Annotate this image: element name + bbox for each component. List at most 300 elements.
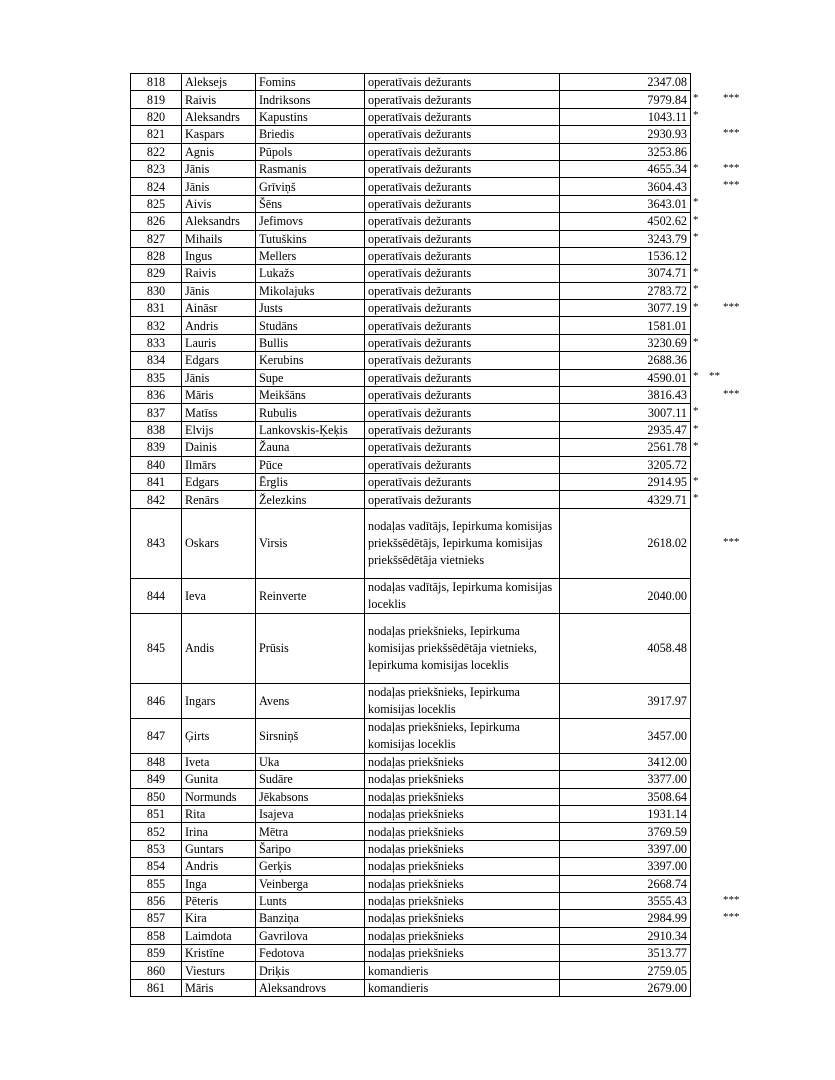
mark-row: [691, 857, 771, 874]
position-cell: operatīvais dežurants: [365, 473, 560, 490]
position-cell: operatīvais dežurants: [365, 247, 560, 264]
salary-cell: 3412.00: [560, 753, 691, 770]
position-cell: operatīvais dežurants: [365, 126, 560, 143]
salary-cell: 2783.72: [560, 282, 691, 299]
position-cell: operatīvais dežurants: [365, 91, 560, 108]
row-number-cell: 849: [131, 771, 182, 788]
first-name-cell: Oskars: [182, 508, 256, 578]
first-name-cell: Lauris: [182, 334, 256, 351]
salary-cell: 3508.64: [560, 788, 691, 805]
first-name-cell: Raivis: [182, 265, 256, 282]
last-name-cell: Indriksons: [256, 91, 365, 108]
row-number-cell: 845: [131, 613, 182, 683]
position-cell: operatīvais dežurants: [365, 369, 560, 386]
salary-cell: 4655.34: [560, 160, 691, 177]
position-cell: operatīvais dežurants: [365, 491, 560, 508]
table-row: [131, 771, 691, 788]
first-name-cell: Kristīne: [182, 945, 256, 962]
salary-cell: 2618.02: [560, 508, 691, 578]
row-number-cell: 823: [131, 160, 182, 177]
asterisk-mark: *: [693, 92, 699, 105]
last-name-cell: Grīviņš: [256, 178, 365, 195]
row-number-cell: 858: [131, 927, 182, 944]
row-number-cell: 851: [131, 805, 182, 822]
last-name-cell: Aleksandrovs: [256, 979, 365, 996]
table-row: [131, 421, 691, 438]
table-row: [131, 143, 691, 160]
multi-asterisk-mark: ***: [723, 161, 740, 174]
mark-row: [691, 753, 771, 770]
table-row: [131, 753, 691, 770]
table-row: [131, 317, 691, 334]
asterisk-mark: *: [693, 474, 699, 487]
position-cell: operatīvais dežurants: [365, 230, 560, 247]
last-name-cell: Šaripo: [256, 840, 365, 857]
asterisk-mark: *: [693, 231, 699, 244]
table-row: [131, 213, 691, 230]
asterisk-mark: *: [693, 492, 699, 505]
table-row: [131, 858, 691, 875]
mark-row: [691, 421, 771, 438]
last-name-cell: Lunts: [256, 892, 365, 909]
salary-cell: 3513.77: [560, 945, 691, 962]
last-name-cell: Virsis: [256, 508, 365, 578]
last-name-cell: Šēns: [256, 195, 365, 212]
position-cell: nodaļas priekšnieks: [365, 805, 560, 822]
table-row: [131, 282, 691, 299]
table-row: [131, 74, 691, 91]
salary-cell: 2688.36: [560, 352, 691, 369]
table-row: [131, 265, 691, 282]
last-name-cell: Pūce: [256, 456, 365, 473]
mark-row: [691, 403, 771, 420]
table-row: [131, 334, 691, 351]
first-name-cell: Ilmārs: [182, 456, 256, 473]
row-number-cell: 822: [131, 143, 182, 160]
asterisk-mark: *: [693, 335, 699, 348]
last-name-cell: Bullis: [256, 334, 365, 351]
asterisk-mark: *: [693, 196, 699, 209]
table-row: [131, 352, 691, 369]
last-name-cell: Fedotova: [256, 945, 365, 962]
position-cell: operatīvais dežurants: [365, 178, 560, 195]
row-number-cell: 855: [131, 875, 182, 892]
last-name-cell: Isajeva: [256, 805, 365, 822]
table-row: [131, 979, 691, 996]
row-number-cell: 825: [131, 195, 182, 212]
salary-cell: 3007.11: [560, 404, 691, 421]
mark-row: [691, 892, 771, 909]
position-cell: nodaļas priekšnieks, Iepirkuma komisijas priekšsēdētāja vietnieks, Iepirkuma komisijas loceklis: [365, 613, 560, 683]
last-name-cell: Pūpols: [256, 143, 365, 160]
row-number-cell: 848: [131, 753, 182, 770]
mark-row: [691, 108, 771, 125]
salary-cell: 3769.59: [560, 823, 691, 840]
position-cell: operatīvais dežurants: [365, 334, 560, 351]
salary-cell: 3643.01: [560, 195, 691, 212]
mark-row: [691, 369, 771, 386]
mark-row: [691, 718, 771, 753]
row-number-cell: 839: [131, 439, 182, 456]
salary-cell: 2984.99: [560, 910, 691, 927]
first-name-cell: Aināsr: [182, 300, 256, 317]
table-row: [131, 369, 691, 386]
first-name-cell: Edgars: [182, 473, 256, 490]
mark-row: [691, 316, 771, 333]
first-name-cell: Agnis: [182, 143, 256, 160]
mark-row: [691, 840, 771, 857]
table-row: [131, 195, 691, 212]
last-name-cell: Veinberga: [256, 875, 365, 892]
last-name-cell: Mētra: [256, 823, 365, 840]
last-name-cell: Jēkabsons: [256, 788, 365, 805]
row-number-cell: 859: [131, 945, 182, 962]
position-cell: komandieris: [365, 962, 560, 979]
table-row: [131, 491, 691, 508]
mark-row: [691, 473, 771, 490]
last-name-cell: Briedis: [256, 126, 365, 143]
mark-row: [691, 822, 771, 839]
multi-asterisk-mark: ***: [723, 535, 740, 548]
salary-cell: 2930.93: [560, 126, 691, 143]
last-name-cell: Supe: [256, 369, 365, 386]
asterisk-mark: *: [693, 439, 699, 452]
last-name-cell: Fomins: [256, 74, 365, 91]
table-row: [131, 473, 691, 490]
mark-row: [691, 961, 771, 978]
mark-row: [691, 247, 771, 264]
table-row: [131, 945, 691, 962]
row-number-cell: 842: [131, 491, 182, 508]
row-number-cell: 861: [131, 979, 182, 996]
salary-cell: 3253.86: [560, 143, 691, 160]
mark-row: [691, 282, 771, 299]
first-name-cell: Ingars: [182, 683, 256, 718]
salary-cell: 2561.78: [560, 439, 691, 456]
row-number-cell: 856: [131, 892, 182, 909]
mark-row: [691, 805, 771, 822]
row-number-cell: 819: [131, 91, 182, 108]
first-name-cell: Normunds: [182, 788, 256, 805]
row-number-cell: 846: [131, 683, 182, 718]
last-name-cell: Uka: [256, 753, 365, 770]
salary-cell: 3555.43: [560, 892, 691, 909]
salary-cell: 2668.74: [560, 875, 691, 892]
row-number-cell: 850: [131, 788, 182, 805]
table-row: [131, 247, 691, 264]
table-row: [131, 840, 691, 857]
salary-cell: 4058.48: [560, 613, 691, 683]
last-name-cell: Lankovskis-Ķeķis: [256, 421, 365, 438]
salary-cell: 4590.01: [560, 369, 691, 386]
last-name-cell: Železkins: [256, 491, 365, 508]
position-cell: operatīvais dežurants: [365, 387, 560, 404]
asterisk-mark: *: [693, 109, 699, 122]
last-name-cell: Lukažs: [256, 265, 365, 282]
table-row: [131, 439, 691, 456]
row-number-cell: 843: [131, 508, 182, 578]
asterisk-mark: *: [693, 300, 699, 313]
table-row: [131, 300, 691, 317]
first-name-cell: Jānis: [182, 369, 256, 386]
last-name-cell: Prūsis: [256, 613, 365, 683]
last-name-cell: Gavrilova: [256, 927, 365, 944]
last-name-cell: Avens: [256, 683, 365, 718]
salary-cell: 3077.19: [560, 300, 691, 317]
position-cell: operatīvais dežurants: [365, 160, 560, 177]
salary-cell: 3377.00: [560, 771, 691, 788]
position-cell: operatīvais dežurants: [365, 421, 560, 438]
last-name-cell: Žauna: [256, 439, 365, 456]
first-name-cell: Ieva: [182, 578, 256, 613]
last-name-cell: Sirsniņš: [256, 718, 365, 753]
table-row: [131, 230, 691, 247]
table-row: [131, 718, 691, 753]
mark-row: [691, 212, 771, 229]
mark-row: [691, 788, 771, 805]
position-cell: operatīvais dežurants: [365, 352, 560, 369]
row-number-cell: 818: [131, 74, 182, 91]
salary-cell: 2679.00: [560, 979, 691, 996]
first-name-cell: Pēteris: [182, 892, 256, 909]
multi-asterisk-mark: ***: [723, 387, 740, 400]
table-row: [131, 578, 691, 613]
last-name-cell: Mikolajuks: [256, 282, 365, 299]
row-number-cell: 834: [131, 352, 182, 369]
first-name-cell: Rita: [182, 805, 256, 822]
last-name-cell: Kapustins: [256, 108, 365, 125]
table-row: [131, 875, 691, 892]
row-number-cell: 840: [131, 456, 182, 473]
salary-cell: 2347.08: [560, 74, 691, 91]
first-name-cell: Māris: [182, 979, 256, 996]
row-number-cell: 828: [131, 247, 182, 264]
position-cell: operatīvais dežurants: [365, 439, 560, 456]
last-name-cell: Kerubins: [256, 352, 365, 369]
table-row: [131, 508, 691, 578]
mark-row: [691, 944, 771, 961]
mark-row: [691, 508, 771, 578]
row-number-cell: 853: [131, 840, 182, 857]
row-number-cell: 821: [131, 126, 182, 143]
mark-row: [691, 334, 771, 351]
first-name-cell: Aleksandrs: [182, 213, 256, 230]
asterisk-mark: *: [693, 370, 699, 383]
row-number-cell: 836: [131, 387, 182, 404]
position-cell: nodaļas vadītājs, Iepirkuma komisijas priekšsēdētājs, Iepirkuma komisijas priekšsēdētāja vietnieks: [365, 508, 560, 578]
salary-cell: 3917.97: [560, 683, 691, 718]
last-name-cell: Banziņa: [256, 910, 365, 927]
position-cell: nodaļas priekšnieks: [365, 910, 560, 927]
salary-cell: 3230.69: [560, 334, 691, 351]
position-cell: nodaļas vadītājs, Iepirkuma komisijas loceklis: [365, 578, 560, 613]
position-cell: nodaļas priekšnieks: [365, 788, 560, 805]
position-cell: nodaļas priekšnieks: [365, 875, 560, 892]
row-number-cell: 832: [131, 317, 182, 334]
row-number-cell: 847: [131, 718, 182, 753]
multi-asterisk-mark: ***: [723, 300, 740, 313]
table-row: [131, 613, 691, 683]
first-name-cell: Kira: [182, 910, 256, 927]
table-row: [131, 683, 691, 718]
salary-cell: 1536.12: [560, 247, 691, 264]
first-name-cell: Elvijs: [182, 421, 256, 438]
row-number-cell: 844: [131, 578, 182, 613]
first-name-cell: Irina: [182, 823, 256, 840]
position-cell: nodaļas priekšnieks: [365, 927, 560, 944]
table-row: [131, 456, 691, 473]
first-name-cell: Dainis: [182, 439, 256, 456]
position-cell: operatīvais dežurants: [365, 108, 560, 125]
footnote-marks: [691, 73, 771, 996]
salary-cell: 1043.11: [560, 108, 691, 125]
mark-row: [691, 438, 771, 455]
first-name-cell: Mihails: [182, 230, 256, 247]
mark-row: [691, 490, 771, 507]
position-cell: operatīvais dežurants: [365, 265, 560, 282]
first-name-cell: Matīss: [182, 404, 256, 421]
mark-row: [691, 770, 771, 787]
row-number-cell: 857: [131, 910, 182, 927]
mark-row: [691, 683, 771, 718]
row-number-cell: 831: [131, 300, 182, 317]
table-row: [131, 404, 691, 421]
mark-row: [691, 875, 771, 892]
asterisk-mark: *: [693, 265, 699, 278]
last-name-cell: Driķis: [256, 962, 365, 979]
last-name-cell: Sudāre: [256, 771, 365, 788]
salary-cell: 2040.00: [560, 578, 691, 613]
first-name-cell: Ģirts: [182, 718, 256, 753]
mark-row: [691, 264, 771, 281]
first-name-cell: Aleksandrs: [182, 108, 256, 125]
row-number-cell: 829: [131, 265, 182, 282]
first-name-cell: Edgars: [182, 352, 256, 369]
table-row: [131, 823, 691, 840]
salary-table-container: [130, 73, 691, 997]
mark-row: [691, 299, 771, 316]
mark-row: [691, 125, 771, 142]
position-cell: operatīvais dežurants: [365, 456, 560, 473]
row-number-cell: 824: [131, 178, 182, 195]
position-cell: operatīvais dežurants: [365, 195, 560, 212]
position-cell: nodaļas priekšnieks, Iepirkuma komisijas loceklis: [365, 683, 560, 718]
salary-cell: 7979.84: [560, 91, 691, 108]
position-cell: operatīvais dežurants: [365, 213, 560, 230]
multi-asterisk-mark: ***: [723, 910, 740, 923]
first-name-cell: Jānis: [182, 282, 256, 299]
last-name-cell: Reinverte: [256, 578, 365, 613]
salary-cell: 1581.01: [560, 317, 691, 334]
last-name-cell: Rubulis: [256, 404, 365, 421]
multi-asterisk-mark: **: [709, 370, 720, 383]
multi-asterisk-mark: ***: [723, 126, 740, 139]
mark-row: [691, 351, 771, 368]
position-cell: nodaļas priekšnieks: [365, 858, 560, 875]
first-name-cell: Renārs: [182, 491, 256, 508]
table-row: [131, 387, 691, 404]
asterisk-mark: *: [693, 405, 699, 418]
row-number-cell: 837: [131, 404, 182, 421]
table-row: [131, 126, 691, 143]
salary-cell: 3205.72: [560, 456, 691, 473]
position-cell: nodaļas priekšnieks: [365, 823, 560, 840]
first-name-cell: Andris: [182, 858, 256, 875]
row-number-cell: 833: [131, 334, 182, 351]
salary-cell: 3397.00: [560, 858, 691, 875]
mark-row: [691, 195, 771, 212]
salary-cell: 2914.95: [560, 473, 691, 490]
first-name-cell: Andris: [182, 317, 256, 334]
row-number-cell: 854: [131, 858, 182, 875]
last-name-cell: Studāns: [256, 317, 365, 334]
salary-cell: 3397.00: [560, 840, 691, 857]
mark-row: [691, 177, 771, 194]
first-name-cell: Jānis: [182, 178, 256, 195]
row-number-cell: 826: [131, 213, 182, 230]
last-name-cell: Justs: [256, 300, 365, 317]
mark-row: [691, 909, 771, 926]
position-cell: nodaļas priekšnieks: [365, 771, 560, 788]
position-cell: nodaļas priekšnieks: [365, 892, 560, 909]
row-number-cell: 830: [131, 282, 182, 299]
table-row: [131, 910, 691, 927]
table-row: [131, 962, 691, 979]
first-name-cell: Viesturs: [182, 962, 256, 979]
row-number-cell: 860: [131, 962, 182, 979]
table-row: [131, 108, 691, 125]
position-cell: operatīvais dežurants: [365, 143, 560, 160]
mark-row: [691, 456, 771, 473]
position-cell: nodaļas priekšnieks, Iepirkuma komisijas loceklis: [365, 718, 560, 753]
mark-row: [691, 90, 771, 107]
row-number-cell: 835: [131, 369, 182, 386]
asterisk-mark: *: [693, 283, 699, 296]
table-row: [131, 805, 691, 822]
mark-row: [691, 578, 771, 613]
asterisk-mark: *: [693, 422, 699, 435]
first-name-cell: Ingus: [182, 247, 256, 264]
last-name-cell: Mellers: [256, 247, 365, 264]
first-name-cell: Aleksejs: [182, 74, 256, 91]
mark-row: [691, 613, 771, 683]
table-row: [131, 892, 691, 909]
mark-row: [691, 160, 771, 177]
table-row: [131, 927, 691, 944]
position-cell: komandieris: [365, 979, 560, 996]
salary-cell: 1931.14: [560, 805, 691, 822]
table-row: [131, 178, 691, 195]
salary-cell: 4502.62: [560, 213, 691, 230]
row-number-cell: 841: [131, 473, 182, 490]
table-row: [131, 160, 691, 177]
salary-cell: 2759.05: [560, 962, 691, 979]
row-number-cell: 827: [131, 230, 182, 247]
mark-row: [691, 73, 771, 90]
multi-asterisk-mark: ***: [723, 92, 740, 105]
row-number-cell: 838: [131, 421, 182, 438]
last-name-cell: Ērglis: [256, 473, 365, 490]
row-number-cell: 852: [131, 823, 182, 840]
first-name-cell: Kaspars: [182, 126, 256, 143]
table-body: [131, 74, 691, 997]
salary-table: [130, 73, 691, 997]
multi-asterisk-mark: ***: [723, 179, 740, 192]
first-name-cell: Guntars: [182, 840, 256, 857]
asterisk-mark: *: [693, 161, 699, 174]
first-name-cell: Andis: [182, 613, 256, 683]
position-cell: operatīvais dežurants: [365, 282, 560, 299]
